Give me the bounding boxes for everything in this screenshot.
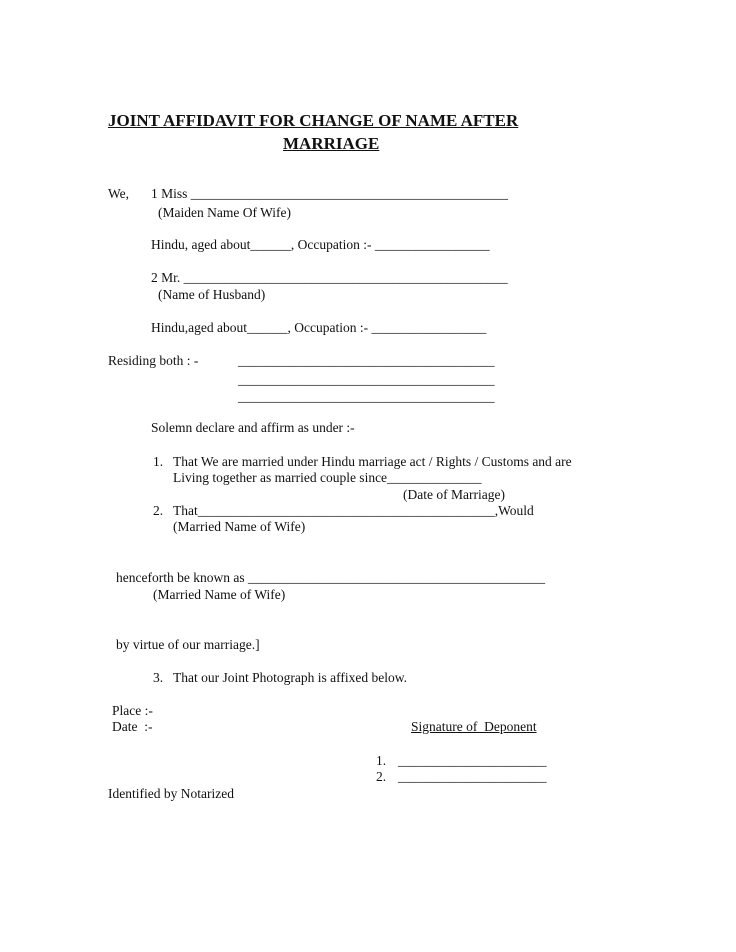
item-1-number: 1. — [153, 454, 164, 469]
address-line-1: ______________________________________ — [238, 353, 495, 368]
we-label: We, — [108, 186, 130, 201]
address-line-2: ______________________________________ — [238, 372, 495, 387]
signature-heading: Signature of Deponent — [411, 719, 537, 734]
husband-details-line: Hindu,aged about______, Occupation :- _________________ — [151, 320, 487, 335]
item-1-line-2: Living together as married couple since______________ — [173, 470, 482, 485]
husband-name-caption: (Name of Husband) — [158, 287, 266, 302]
signature-2-number: 2. — [376, 769, 387, 784]
signature-1-number: 1. — [376, 753, 387, 768]
signature-1-line: ______________________ — [398, 753, 547, 768]
residing-label: Residing both : - — [108, 353, 199, 368]
place-label: Place :- — [112, 703, 153, 718]
wife-details-line: Hindu, aged about______, Occupation :- _________________ — [151, 237, 490, 252]
married-name-caption-2: (Married Name of Wife) — [153, 587, 286, 602]
mr-name-line: 2 Mr. ________________________________________________ — [151, 270, 508, 285]
address-line-3: ______________________________________ — [238, 389, 495, 404]
item-2-line-1: That____________________________________________,Would — [173, 503, 534, 518]
item-3-line-1: That our Joint Photograph is affixed below. — [173, 670, 407, 685]
henceforth-line: henceforth be known as ____________________________________________ — [116, 570, 545, 585]
date-of-marriage-caption: (Date of Marriage) — [403, 487, 505, 502]
miss-name-line: 1 Miss _______________________________________________ — [151, 186, 509, 201]
maiden-name-caption: (Maiden Name Of Wife) — [158, 205, 292, 220]
item-1-line-1: That We are married under Hindu marriage act / Rights / Customs and are — [173, 454, 572, 469]
title-line-2: MARRIAGE — [283, 134, 380, 153]
item-2-number: 2. — [153, 503, 164, 518]
declaration-text: Solemn declare and affirm as under :- — [151, 420, 355, 435]
virtue-text: by virtue of our marriage.] — [116, 637, 260, 652]
married-name-caption-1: (Married Name of Wife) — [173, 519, 306, 534]
item-3-number: 3. — [153, 670, 164, 685]
title-line-1: JOINT AFFIDAVIT FOR CHANGE OF NAME AFTER — [108, 111, 519, 130]
date-label: Date :- — [112, 719, 153, 734]
signature-2-line: ______________________ — [398, 769, 547, 784]
identified-by-text: Identified by Notarized — [108, 786, 234, 801]
